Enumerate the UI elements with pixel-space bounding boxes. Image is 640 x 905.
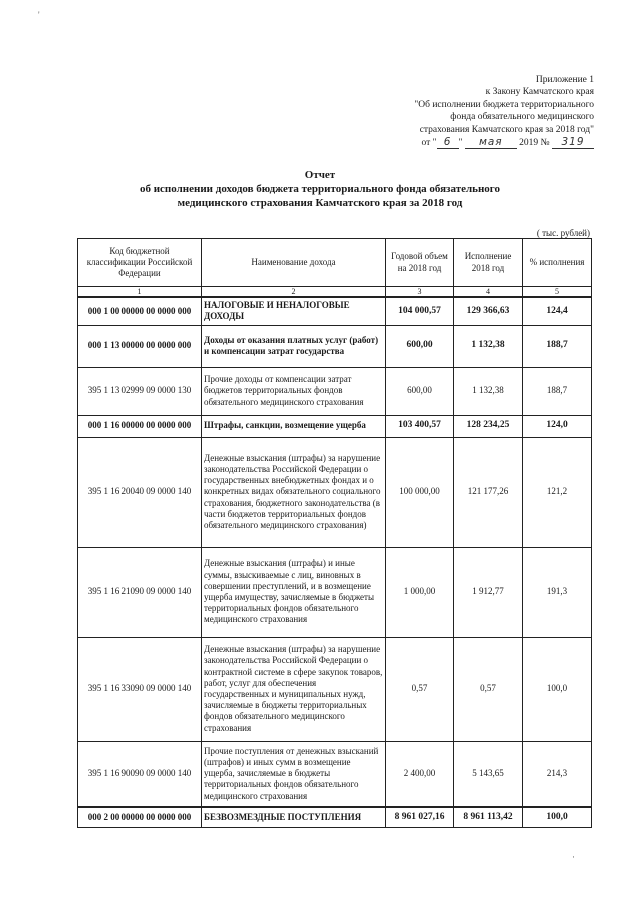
column-number: 2 <box>202 287 386 298</box>
column-number: 3 <box>386 287 454 298</box>
row-plan: 600,00 <box>386 325 454 367</box>
header-name: Наименование дохода <box>202 239 386 287</box>
row-code: 395 1 16 90090 09 0000 140 <box>78 741 202 807</box>
row-code: 395 1 16 33090 09 0000 140 <box>78 637 202 741</box>
date-quote: " <box>458 138 463 149</box>
row-name: НАЛОГОВЫЕ И НЕНАЛОГОВЫЕ ДОХОДЫ <box>202 297 386 325</box>
row-actual: 0,57 <box>454 637 523 741</box>
row-name: Штрафы, санкции, возмещение ущерба <box>202 415 386 437</box>
row-name: БЕЗВОЗМЕЗДНЫЕ ПОСТУПЛЕНИЯ <box>202 807 386 827</box>
row-actual: 128 234,25 <box>454 415 523 437</box>
row-plan: 600,00 <box>386 367 454 415</box>
column-number: 1 <box>78 287 202 298</box>
row-name: Прочие доходы от компенсации затрат бюджетов территориальных фондов обязательного медицинского страхования <box>202 367 386 415</box>
header-plan: Годовой объем на 2018 год <box>386 239 454 287</box>
date-year: 2019 № <box>519 138 550 149</box>
row-plan: 104 000,57 <box>386 297 454 325</box>
appendix-line-4: фонда обязательного медицинского <box>450 112 594 123</box>
appendix-block <box>340 74 594 149</box>
row-percent: 188,7 <box>523 325 592 367</box>
row-percent: 100,0 <box>523 637 592 741</box>
header-percent: % исполнения <box>523 239 592 287</box>
row-plan: 103 400,57 <box>386 415 454 437</box>
table-row <box>78 297 592 325</box>
row-code: 395 1 13 02999 09 0000 130 <box>78 367 202 415</box>
row-actual: 1 912,77 <box>454 547 523 637</box>
row-actual: 121 177,26 <box>454 437 523 547</box>
row-plan: 8 961 027,16 <box>386 807 454 827</box>
date-prefix: от " <box>421 138 437 149</box>
row-actual: 1 132,38 <box>454 367 523 415</box>
row-plan: 2 400,00 <box>386 741 454 807</box>
row-name: Прочие поступления от денежных взысканий (штрафов) и иных сумм в возмещение ущерба, зачисляемые в бюджеты территориальных фондов обязательного медицинского страхования <box>202 741 386 807</box>
row-name: Денежные взыскания (штрафы) за нарушение законодательства Российской Федерации о контрактной системе в сфере закупок товаров, работ, услуг для обеспечения государственных и муниципальных нужд, зачисляемые в бюджеты территориальных фондов обязательного медицинского страхования <box>202 637 386 741</box>
table-row <box>78 547 592 637</box>
title-line-1: Отчет <box>304 169 336 181</box>
row-percent: 124,4 <box>523 297 592 325</box>
table-row <box>78 367 592 415</box>
row-percent: 100,0 <box>523 807 592 827</box>
row-name: Доходы от оказания платных услуг (работ) и компенсации затрат государства <box>202 325 386 367</box>
header-row <box>78 239 592 287</box>
column-number-row <box>78 287 592 298</box>
appendix-line-3: "Об исполнении бюджета территориального <box>414 99 594 110</box>
date-day: 6 <box>437 136 459 149</box>
table-row <box>78 325 592 367</box>
footer-mark: · <box>572 852 575 862</box>
title-line-3: медицинского страхования Камчатского края за 2018 год <box>177 197 463 209</box>
column-number: 4 <box>454 287 523 298</box>
row-percent: 191,3 <box>523 547 592 637</box>
row-code: 000 1 13 00000 00 0000 000 <box>78 325 202 367</box>
table-row <box>78 415 592 437</box>
row-name: Денежные взыскания (штрафы) и иные суммы, взыскиваемые с лиц, виновных в совершении преступлений, и в возмещение ущерба имуществу, зачисляемые в бюджеты территориальных фондов обязательного медицинского страхования <box>202 547 386 637</box>
row-actual: 5 143,65 <box>454 741 523 807</box>
row-actual: 8 961 113,42 <box>454 807 523 827</box>
header-code: Код бюджетной классификации Российской Федерации <box>78 239 202 287</box>
appendix-line-2: к Закону Камчатского края <box>485 87 594 98</box>
table-row <box>78 437 592 547</box>
income-report-table <box>77 238 592 828</box>
table-row <box>78 807 592 827</box>
appendix-date-line <box>340 136 594 149</box>
title-line-2: об исполнении доходов бюджета территориального фонда обязательного <box>139 183 501 195</box>
row-percent: 188,7 <box>523 367 592 415</box>
row-percent: 124,0 <box>523 415 592 437</box>
row-percent: 121,2 <box>523 437 592 547</box>
row-code: 395 1 16 21090 09 0000 140 <box>78 547 202 637</box>
row-code: 000 1 00 00000 00 0000 000 <box>78 297 202 325</box>
report-title <box>60 168 580 210</box>
unit-note: ( тыс. рублей) <box>536 228 590 238</box>
row-code: 000 2 00 00000 00 0000 000 <box>78 807 202 827</box>
date-number: 319 <box>552 136 594 149</box>
table-row <box>78 637 592 741</box>
row-plan: 100 000,00 <box>386 437 454 547</box>
column-number: 5 <box>523 287 592 298</box>
date-month: мая <box>465 136 517 149</box>
row-plan: 0,57 <box>386 637 454 741</box>
row-actual: 1 132,38 <box>454 325 523 367</box>
row-plan: 1 000,00 <box>386 547 454 637</box>
appendix-line-1: Приложение 1 <box>535 75 594 85</box>
appendix-line-5: страхования Камчатского края за 2018 год" <box>419 124 594 135</box>
header-actual: Исполнение 2018 год <box>454 239 523 287</box>
row-code: 000 1 16 00000 00 0000 000 <box>78 415 202 437</box>
row-name: Денежные взыскания (штрафы) за нарушение законодательства Российской Федерации о государственных внебюджетных фондах и о конкретных видах обязательного социального страхования, бюджетного законодательства (в части бюджетов территориальных фондов обязательного медицинского страхования) <box>202 437 386 547</box>
row-actual: 129 366,63 <box>454 297 523 325</box>
row-percent: 214,3 <box>523 741 592 807</box>
row-code: 395 1 16 20040 09 0000 140 <box>78 437 202 547</box>
corner-mark: ' <box>38 10 40 20</box>
table-row <box>78 741 592 807</box>
